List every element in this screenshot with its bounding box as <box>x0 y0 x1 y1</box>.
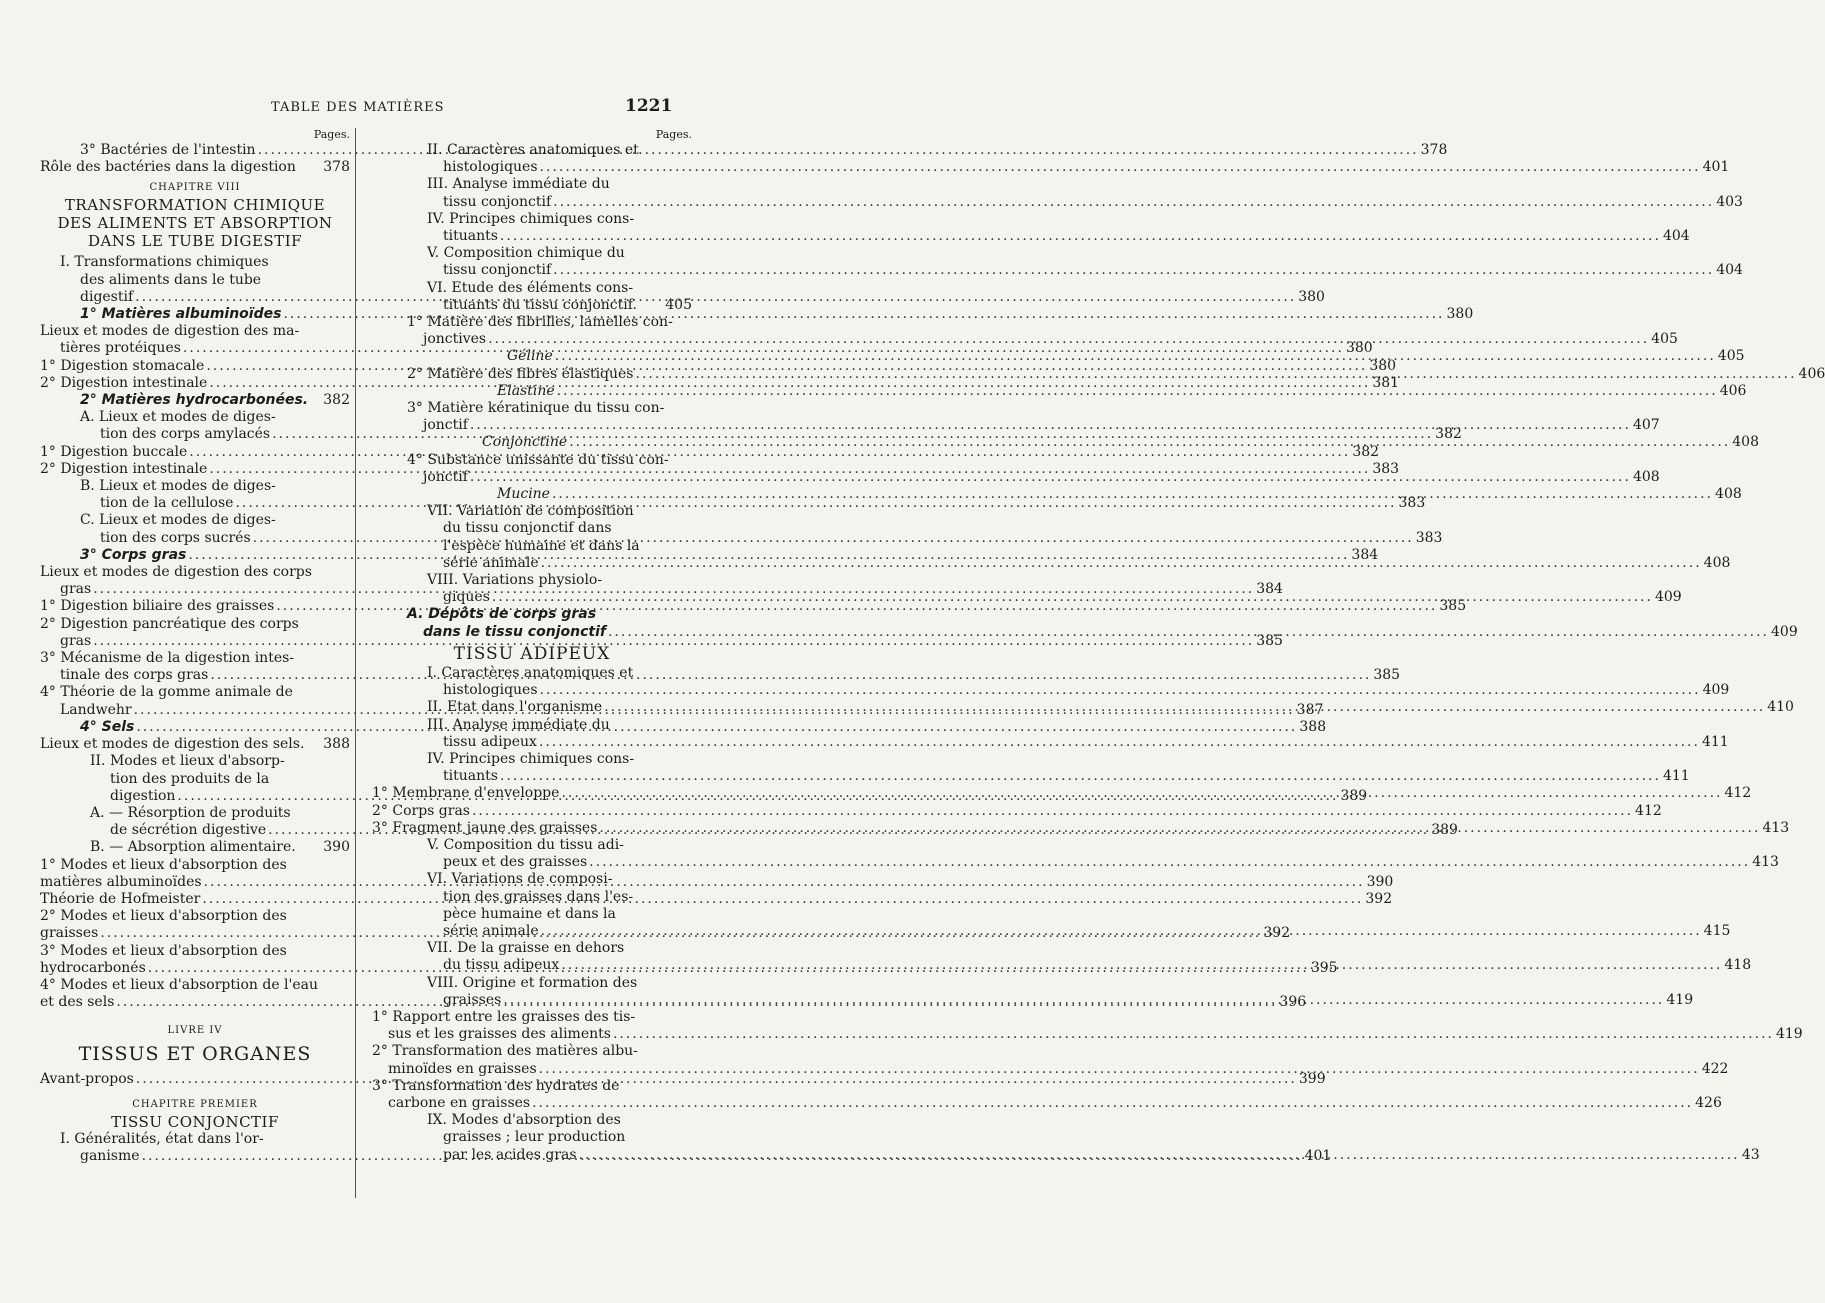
toc-entry: A. Dépôts de corps gras dans le tissu conjonctif ..... 409 <box>372 606 692 640</box>
chapter-title-line: TRANSFORMATION CHIMIQUE <box>64 196 326 215</box>
toc-entry: 1° Digestion stomacale ..... 380 <box>40 358 350 375</box>
toc-entry: 3° Transformation des hydrates de carbone en graisses ..... 426 <box>372 1078 692 1112</box>
book-heading: LIVRE IV <box>167 1025 223 1037</box>
pages-label: Pages. <box>655 128 692 141</box>
toc-entry: I. Caractères anatomiques et histologiques ..... 409 <box>372 665 692 699</box>
toc-entry: VI. Variations de composi- tion des graisses dans l'es- pèce humaine et dans la série animale ..... 415 <box>372 871 692 940</box>
toc-entry: 3° Modes et lieux d'absorption des hydrocarbonés ..... 395 <box>40 943 350 977</box>
chapter-title-line: DES ALIMENTS ET ABSORPTION <box>57 214 333 233</box>
toc-entry: II. Caractères anatomiques et histologiques ..... 401 <box>372 142 692 176</box>
toc-entry: B. — Absorption alimentaire. 390 <box>90 839 350 856</box>
toc-entry: I. Généralités, état dans l'or- ganisme ..... 401 <box>40 1131 350 1165</box>
toc-entry: VII. Variation de composition du tissu conjonctif dans l'espèce humaine et dans la série animale ..... 408 <box>372 503 692 572</box>
pages-label: Pages. <box>313 128 350 141</box>
book-title: TISSUS ET ORGANES <box>78 1043 312 1066</box>
toc-entry: VIII. Origine et formation des graisses ..... 419 <box>372 975 692 1009</box>
toc-entry: 2° Digestion intestinale ..... 383 <box>40 461 350 478</box>
toc-entry: 4° Sels ..... 388 <box>40 719 350 736</box>
chapter-heading: CHAPITRE VIII <box>149 182 241 194</box>
toc-entry: 1° Rapport entre les graisses des tis- sus et les graisses des aliments ..... 419 <box>372 1009 692 1043</box>
header-title: TABLE DES MATIÈRES <box>271 100 445 115</box>
toc-entry: IV. Principes chimiques cons- tituants ..... 411 <box>372 751 692 785</box>
toc-entry: 3° Corps gras ..... 384 <box>40 547 350 564</box>
toc-entry: A. — Résorption de produits de sécrétion digestive ..... 389 <box>40 805 350 839</box>
toc-entry: 2° Modes et lieux d'absorption des graisses ..... 392 <box>40 908 350 942</box>
toc-entry: 2° Matières hydrocarbonées. 382 <box>80 392 350 409</box>
toc-entry: 3° Fragment jaune des graisses ..... 413 <box>372 820 692 837</box>
toc-entry: III. Analyse immédiate du tissu adipeux ..... 411 <box>372 717 692 751</box>
toc-entry: V. Composition chimique du tissu conjonctif ..... 404 <box>372 245 692 279</box>
toc-entry: 2° Corps gras ..... 412 <box>372 803 692 820</box>
chapter-title-line: DANS LE TUBE DIGESTIF <box>87 232 303 251</box>
toc-entry: Elastine ..... 406 <box>372 383 692 400</box>
toc-entry: A. Lieux et modes de diges- tion des corps amylacés ..... 382 <box>40 409 350 443</box>
toc-entry: II. Etat dans l'organisme ..... 410 <box>372 699 692 716</box>
toc-entry: 1° Matières albuminoïdes ..... 380 <box>40 306 350 323</box>
toc-entry: 1° Digestion buccale ..... 382 <box>40 444 350 461</box>
toc-entry: Géline ..... 405 <box>372 348 692 365</box>
chapter-title: TISSU CONJONCTIF <box>111 1112 279 1131</box>
toc-entry: 1° Membrane d'enveloppe ..... 412 <box>372 785 692 802</box>
page-number: 1221 <box>625 96 673 116</box>
toc-entry: Lieux et modes de digestion des corps gras ..... 384 <box>40 564 350 598</box>
toc-entry: IX. Modes d'absorption des graisses ; leur production par les acides gras ..... 43 <box>372 1112 692 1164</box>
toc-entry: V. Composition du tissu adi- peux et des graisses ..... 413 <box>372 837 692 871</box>
toc-entry: Lieux et modes de digestion des ma- tières protéiques ..... 380 <box>40 323 350 357</box>
toc-entry: VI. Etude des éléments cons- tituants du tissu conjonctif. 405 <box>427 279 692 313</box>
toc-entry: 2° Matière des fibres élastiques ..... 406 <box>372 366 692 383</box>
toc-entry: B. Lieux et modes de diges- tion de la cellulose ..... 383 <box>40 478 350 512</box>
toc-entry: 1° Digestion biliaire des graisses ..... 385 <box>40 598 350 615</box>
toc-entry: 2° Digestion pancréatique des corps gras ..... 385 <box>40 616 350 650</box>
section-heading: TISSU ADIPEUX <box>453 643 611 664</box>
toc-entry: 1° Matière des fibrilles, lamelles con- jonctives ..... 405 <box>372 314 692 348</box>
toc-entry: 2° Digestion intestinale ..... 381 <box>40 375 350 392</box>
toc-entry: 3° Matière kératinique du tissu con- jonctif ..... 407 <box>372 400 692 434</box>
toc-entry: VII. De la graisse en dehors du tissu adipeux ..... 418 <box>372 940 692 974</box>
toc-entry: Lieux et modes de digestion des sels. 388 <box>40 736 350 753</box>
toc-entry: Conjonctine ..... 408 <box>372 434 692 451</box>
toc-entry: 4° Modes et lieux d'absorption de l'eau et des sels ..... 396 <box>40 977 350 1011</box>
toc-entry: 4° Théorie de la gomme animale de Landwehr ..... 387 <box>40 684 350 718</box>
toc-entry: I. Transformations chimiques des aliments dans le tube digestif ..... 380 <box>40 254 350 306</box>
running-header <box>0 96 800 120</box>
chapter-heading: CHAPITRE PREMIER <box>132 1098 258 1110</box>
toc-entry: Mucine ..... 408 <box>372 486 692 503</box>
toc-entry: Avant-propos ..... 399 <box>40 1071 350 1088</box>
toc-entry: II. Modes et lieux d'absorp- tion des produits de la digestion ..... 389 <box>40 753 350 805</box>
toc-entry: Rôle des bactéries dans la digestion 378 <box>40 159 350 176</box>
toc-entry: 3° Bactéries de l'intestin ..... 378 <box>40 142 350 159</box>
toc-entry: 2° Transformation des matières albu- minoïdes en graisses ..... 422 <box>372 1043 692 1077</box>
toc-entry: 1° Modes et lieux d'absorption des matières albuminoïdes ..... 390 <box>40 857 350 891</box>
toc-entry: VIII. Variations physiolo- giques ..... 409 <box>372 572 692 606</box>
toc-entry: 3° Mécanisme de la digestion intes- tinale des corps gras ..... 385 <box>40 650 350 684</box>
toc-entry: 4° Substance unissante du tissu con- jonctif ..... 408 <box>372 452 692 486</box>
toc-entry: IV. Principes chimiques cons- tituants ..... 404 <box>372 211 692 245</box>
toc-entry: C. Lieux et modes de diges- tion des corps sucrés ..... 383 <box>40 512 350 546</box>
toc-entry: Théorie de Hofmeister ..... 392 <box>40 891 350 908</box>
toc-entry: III. Analyse immédiate du tissu conjonctif ..... 403 <box>372 176 692 210</box>
